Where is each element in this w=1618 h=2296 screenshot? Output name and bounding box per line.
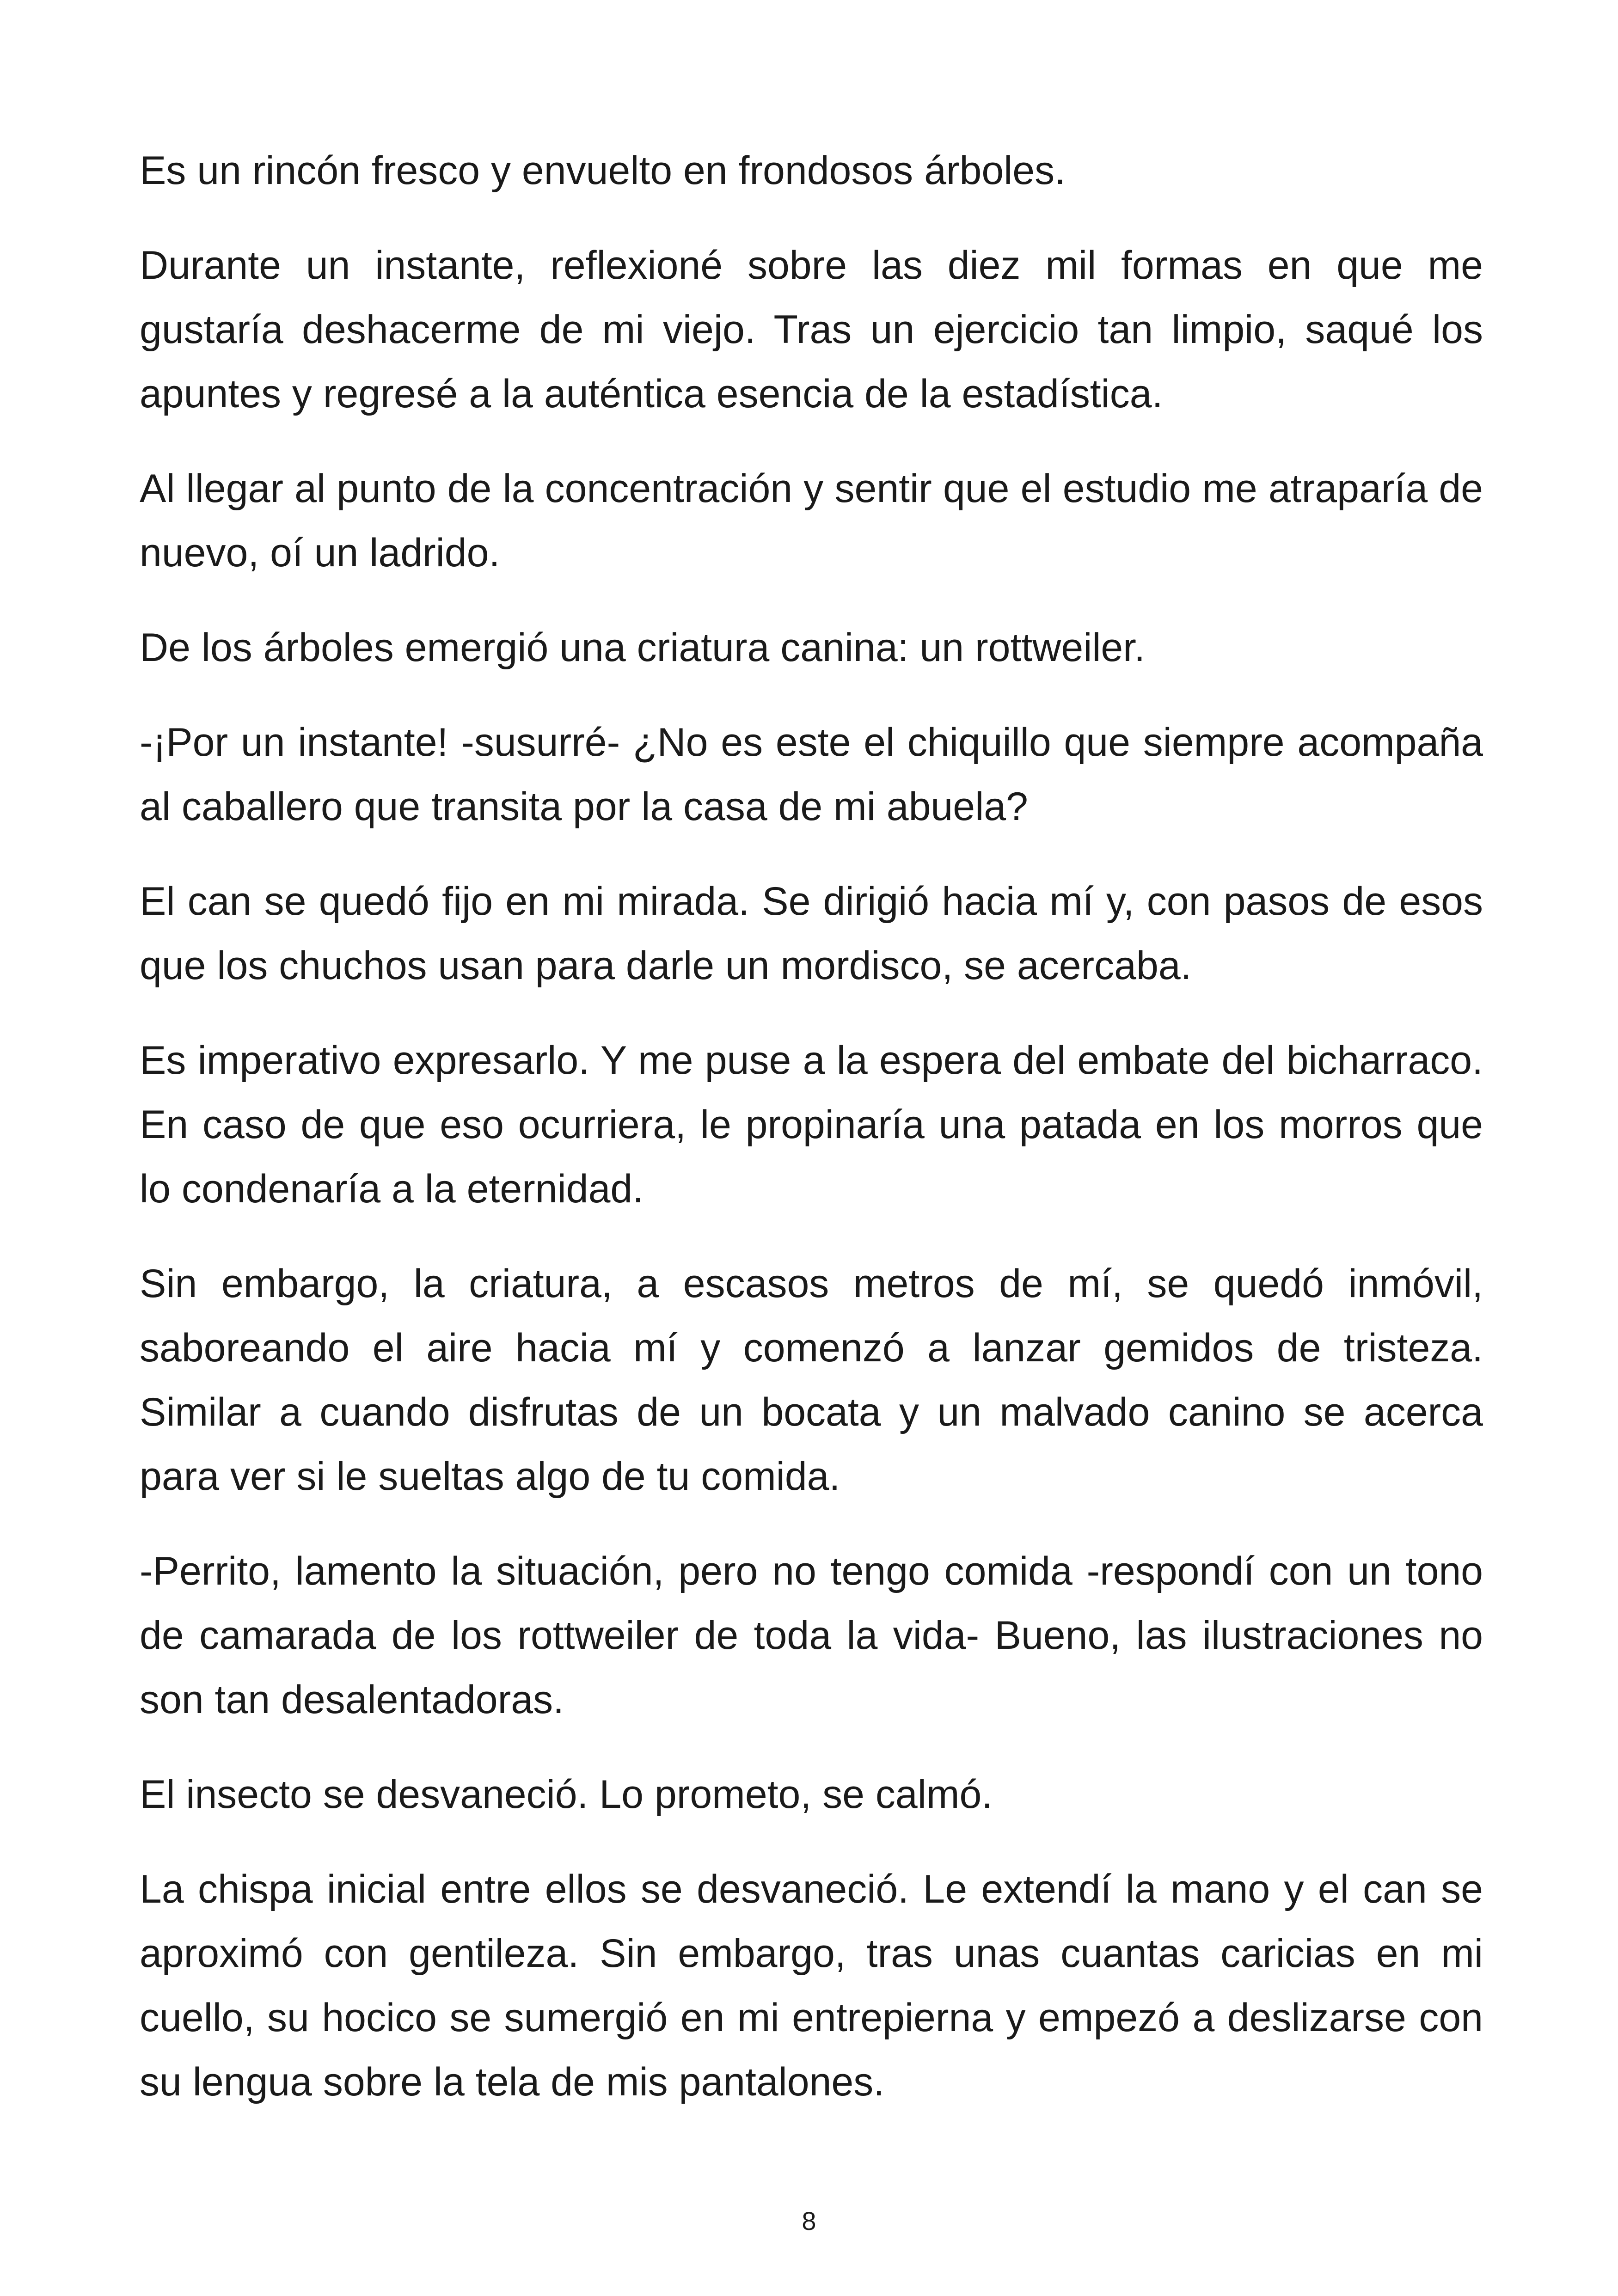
paragraph-8: Sin embargo, la criatura, a escasos metros de mí, se quedó inmóvil, saboreando el aire hacia mí y comenzó a lanzar gemidos de tristeza. Similar a cuando disfrutas de un bocata y un malvado canino se acerca para ver si le sueltas algo de tu comida. xyxy=(140,1261,1483,1499)
paragraph-2: Durante un instante, reflexioné sobre las diez mil formas en que me gustaría deshacerme de mi viejo. Tras un ejercicio tan limpio, saqué los apuntes y regresé a la auténtica esencia de la estadística. xyxy=(140,243,1483,416)
paragraph-5: -¡Por un instante! -susurré- ¿No es este el chiquillo que siempre acompaña al caballero que transita por la casa de mi abuela? xyxy=(140,720,1483,829)
paragraph-1: Es un rincón fresco y envuelto en frondosos árboles. xyxy=(140,148,1066,193)
page-number: 8 xyxy=(802,2206,816,2235)
paragraph-7: Es imperativo expresarlo. Y me puse a la espera del embate del bicharraco. En caso de que eso ocurriera, le propinaría una patada en los morros que lo condenaría a la eternidad. xyxy=(140,1038,1483,1211)
paragraph-9: -Perrito, lamento la situación, pero no tengo comida -respondí con un tono de camarada de los rottweiler de toda la vida- Bueno, las ilustraciones no son tan desalentadoras. xyxy=(140,1549,1483,1722)
paragraph-11: La chispa inicial entre ellos se desvaneció. Le extendí la mano y el can se aproximó con gentileza. Sin embargo, tras unas cuantas caricias en mi cuello, su hocico se sumergió en mi entrepierna y empezó a deslizarse con su lengua sobre la tela de mis pantalones. xyxy=(140,1867,1483,2104)
paragraph-10: El insecto se desvaneció. Lo prometo, se calmó. xyxy=(140,1772,993,1817)
paragraph-6: El can se quedó fijo en mi mirada. Se dirigió hacia mí y, con pasos de esos que los chuchos usan para darle un mordisco, se acercaba. xyxy=(140,879,1483,988)
body-text xyxy=(140,139,1483,2145)
paragraph-3: Al llegar al punto de la concentración y sentir que el estudio me atraparía de nuevo, oí un ladrido. xyxy=(140,466,1483,575)
paragraph-4: De los árboles emergió una criatura canina: un rottweiler. xyxy=(140,625,1146,670)
